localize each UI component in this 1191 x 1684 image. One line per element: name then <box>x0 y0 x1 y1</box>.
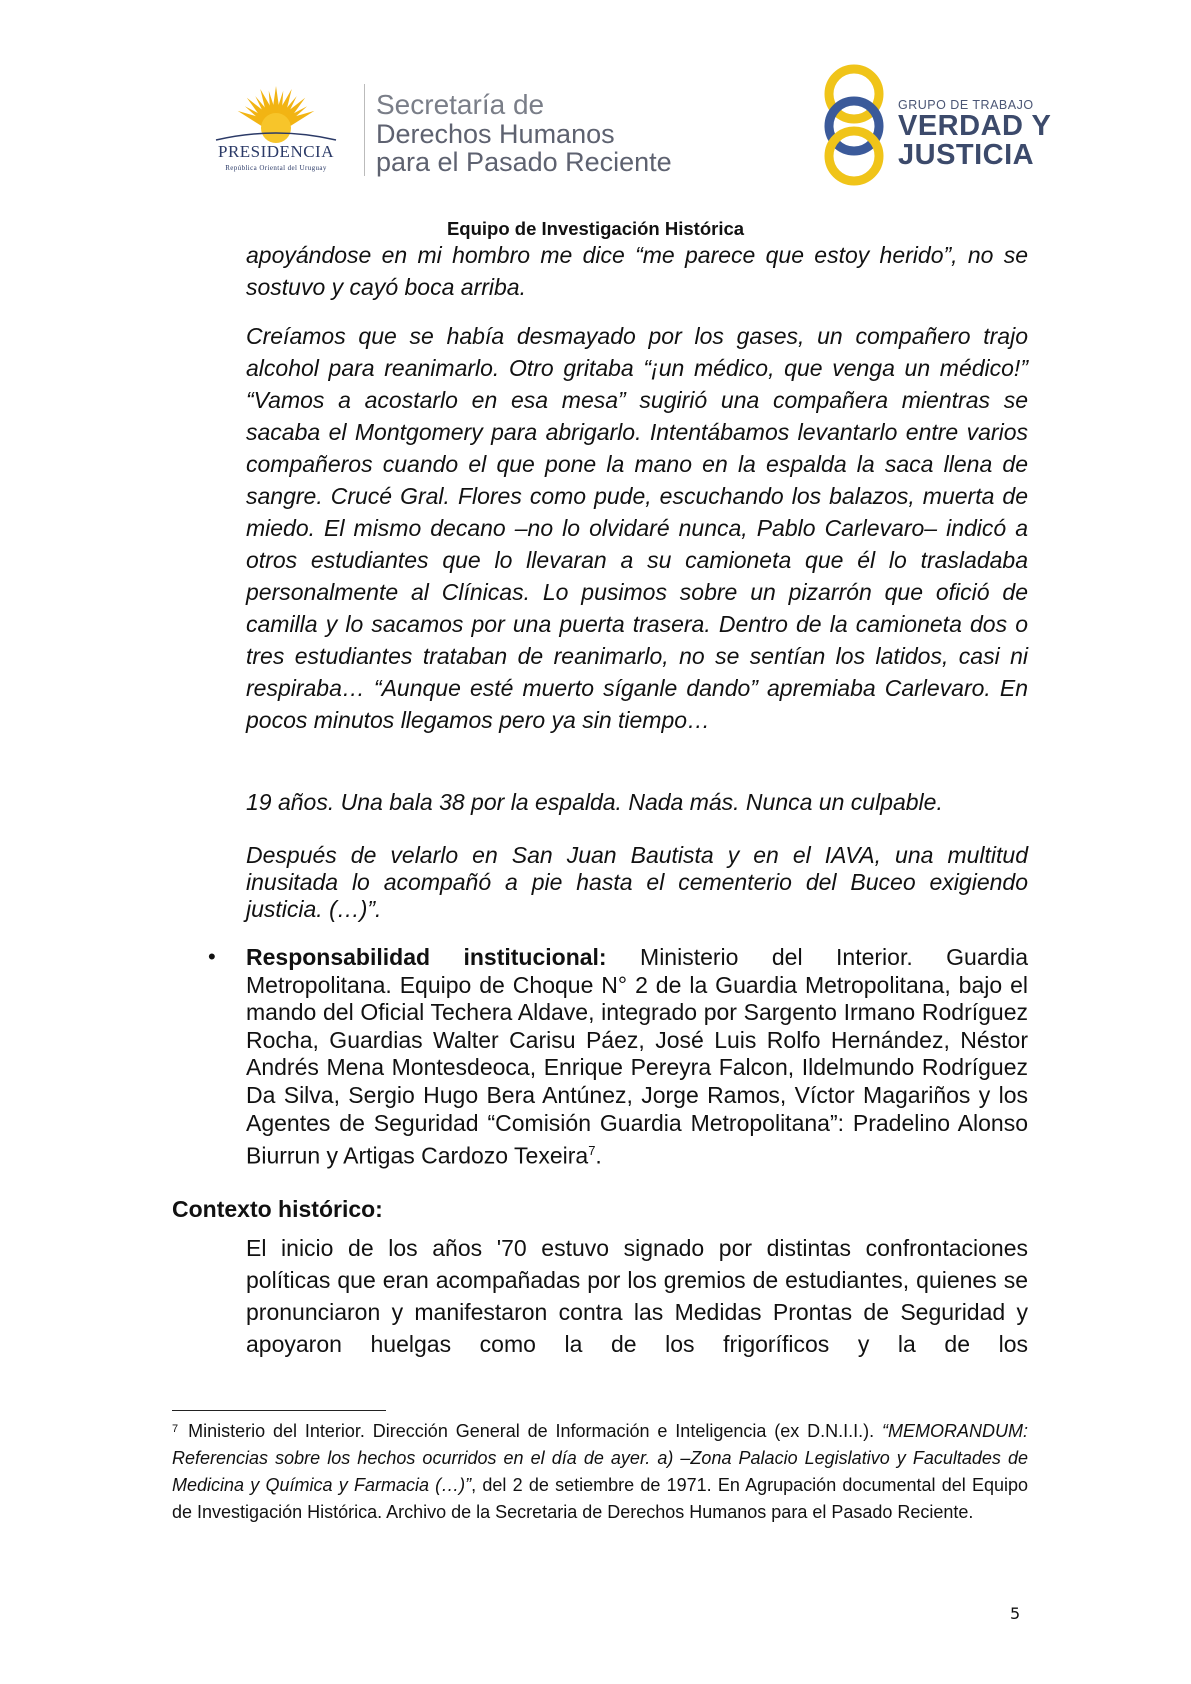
presidencia-logo <box>196 84 356 176</box>
contexto-heading: Contexto histórico: <box>172 1196 383 1222</box>
footnote-part-1: Ministerio del Interior. Dirección General de Información e Inteligencia (ex D.N.I.I.). <box>188 1421 875 1441</box>
quote-paragraph-2: Creíamos que se había desmayado por los gases, un compañero trajo alcohol para reanimarlo. Otro gritaba “¡un médico, que venga un médico!” “Vamos a acostarlo en esa mesa” sugirió una compañera mientras se sacaba el Montgomery para abrigarlo. Intentábamos levantarlo entre varios compañeros cuando el que pone la mano en la espalda la saca llena de sangre. Crucé Gral. Flores como pude, escuchando los balazos, muerta de miedo. El mismo decano –no lo olvidaré nunca, Pablo Carlevaro– indicó a otros estudiantes que lo llevaran a su camioneta que él lo trasladaba personalmente al Clínicas. Lo pusimos sobre un pizarrón que ofició de camilla y lo sacamos por una puerta trasera. Dentro de la camioneta dos o tres estudiantes trataban de reanimarlo, no se sentían los latidos, casi ni respiraba… “Aunque esté muerto síganle dando” apremiaba Carlevaro. En pocos minutos llegamos pero ya sin tiempo… <box>246 323 1028 733</box>
quote-paragraph-3: 19 años. Una bala 38 por la espalda. Nada más. Nunca un culpable. <box>246 789 943 815</box>
quote-paragraph-1: apoyándose en mi hombro me dice “me parece que estoy herido”, no se sostuvo y cayó boca arriba. <box>246 242 1028 300</box>
vj-line-1: VERDAD Y <box>898 110 1052 142</box>
page-number: 5 <box>1010 1604 1021 1623</box>
secretaria-title <box>376 90 672 176</box>
presidencia-label: PRESIDENCIA <box>217 142 334 161</box>
responsabilidad-paragraph <box>246 944 1028 1170</box>
presidencia-subtitle: República Oriental del Uruguay <box>225 164 327 172</box>
header-divider <box>364 84 365 176</box>
vj-line-2: JUSTICIA <box>898 139 1035 171</box>
footnote-part-3: , del 2 de setiembre de 1971. En Agrupación documental del Equipo de Investigación Histórica. Archivo de la Secretaria de Derechos Humanos para el Pasado Reciente. <box>172 1475 1028 1522</box>
secretaria-line-2: Derechos Humanos <box>376 119 615 149</box>
quote-paragraph-4: Después de velarlo en San Juan Bautista y en el IAVA, una multitud inusitada lo acompañó a pie hasta el cementerio del Buceo exigiendo justicia. (…)”. <box>246 842 1028 922</box>
responsabilidad-text: Ministerio del Interior. Guardia Metropolitana. Equipo de Choque N° 2 de la Guardia Metropolitana, bajo el mando del Oficial Techera Aldave, integrado por Sargento Irmano Rodríguez Rocha, Guardias Walter Carisu Páez, José Luis Rolfo Hernández, Néstor Andrés Mena Montesdeoca, Enrique Pereyra Falcon, Ildelmundo Rodríguez Da Silva, Sergio Hugo Bera Antúnez, Jorge Ramos, Víctor Magariños y los Agentes de Seguridad “Comisión Guardia Metropolitana”: Pradelino Alonso Biurrun y Artigas Cardozo Texeira <box>246 944 1028 1169</box>
footnote-ref[interactable]: 7 <box>588 1143 596 1159</box>
linked-rings-icon <box>814 64 894 186</box>
footnote-part-2: “MEMORANDUM: Referencias sobre los hechos ocurridos en el día de ayer. a) –Zona Palacio Legislativo y Facultades de Medicina y Química y Farmacia (…)” <box>172 1421 1028 1495</box>
responsabilidad-label: Responsabilidad institucional: <box>246 944 607 970</box>
contexto-paragraph: El inicio de los años '70 estuvo signado por distintas confrontaciones políticas que eran acompañadas por los gremios de estudiantes, quienes se pronunciaron y manifestaron contra las Medidas Prontas de Seguridad y apoyaron huelgas como la de los frigoríficos y la de los <box>246 1235 1028 1357</box>
vj-small-label: GRUPO DE TRABAJO <box>898 98 1034 112</box>
bullet-marker: • <box>208 944 216 969</box>
footnote <box>172 1418 1028 1526</box>
responsabilidad-end: . <box>595 1142 602 1169</box>
secretaria-line-3: para el Pasado Reciente <box>376 147 672 177</box>
verdad-justicia-text <box>898 98 1051 170</box>
sun-emblem-icon <box>196 84 356 144</box>
secretaria-line-1: Secretaría de <box>376 89 545 120</box>
footnote-number: 7 <box>172 1423 179 1435</box>
verdad-justicia-logo <box>814 64 894 186</box>
team-title: Equipo de Investigación Histórica <box>446 218 745 239</box>
footnote-separator <box>172 1410 386 1411</box>
